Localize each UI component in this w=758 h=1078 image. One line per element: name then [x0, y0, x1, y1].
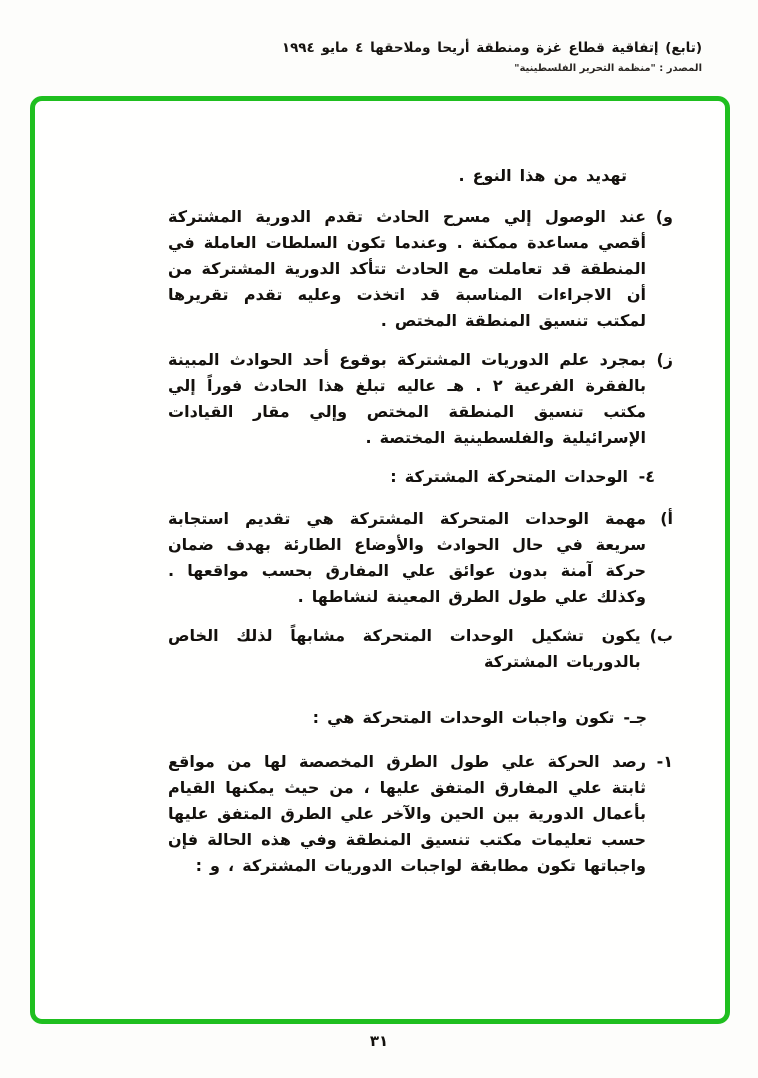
section-title: الوحدات المتحركة المشتركة :	[390, 467, 628, 486]
paragraph-item-alef	[168, 506, 673, 610]
paragraph-text: بمجرد علم الدوريات المشتركة بوقوع أحد الحوادث المبينة بالفقرة الفرعية ٢ . هـ عاليه تبلغ هذا الحادث فوراً إلي مكتب تنسيق المنطقة المختص وإلي مقار القيادات الإسرائيلية والفلسطينية المختصة .	[168, 350, 647, 447]
paragraph-text: تكون واجبات الوحدات المتحركة هي :	[312, 708, 615, 727]
paragraph-text: يكون تشكيل الوحدات المتحركة مشابهاً لذلك الخاص بالدوريات المشتركة	[168, 626, 641, 671]
paragraph-item-zay	[168, 347, 673, 451]
paragraph-text: عند الوصول إلي مسرح الحادث تقدم الدورية المشتركة أقصي مساعدة ممكنة . وعندما تكون السلطات العاملة في المنطقة قد تعاملت مع الحادث تتأكد الدورية المشتركة من أن الاجراءات المناسبة قد اتخذت وعليه تقدم تقريرها لمكتب تنسيق المنطقة المختص .	[168, 207, 646, 330]
paragraph-marker: ب)	[649, 626, 673, 645]
paragraph-item-jeem	[168, 705, 647, 731]
page-header	[142, 40, 702, 74]
paragraph-marker: جـ-	[623, 708, 647, 727]
paragraph-marker: أ)	[660, 509, 673, 528]
paragraph-continuation	[168, 163, 627, 189]
paragraph-marker: و)	[655, 207, 673, 226]
header-source: المصدر : "منظمة التحرير الفلسطينية"	[514, 63, 702, 74]
paragraph-marker: ١-	[656, 752, 673, 771]
paragraph-item-ba	[168, 623, 673, 675]
paragraph-item-waw	[168, 204, 673, 334]
page-number: ٣١	[369, 1032, 389, 1050]
header-title: (تابع) إتفاقية قطاع غزة ومنطقة أريحا وملاحقها ٤ مايو ١٩٩٤	[281, 40, 702, 56]
paragraph-item-1	[168, 749, 673, 879]
section-heading-4	[168, 464, 655, 490]
green-border-frame	[30, 96, 730, 1024]
paragraph-marker: ز)	[656, 350, 673, 369]
paragraph-text: مهمة الوحدات المتحركة المشتركة هي تقديم استجابة سريعة في حال الحوادث والأوضاع الطارئة بهدف ضمان حركة آمنة بدون عوائق علي المفارق بحسب مواقعها . وكذلك علي طول الطرق المعينة لنشاطها .	[168, 509, 646, 606]
section-number: ٤-	[638, 467, 655, 486]
paragraph-text: رصد الحركة علي طول الطرق المخصصة لها من مواقع ثابتة علي المفارق المتفق عليها ، من حيث يمكنها القيام بأعمال الدورية بين الحين والآخر علي الطرق المتفق عليها حسب تعليمات مكتب تنسيق المنطقة وفي هذه الحالة فإن واجباتها تكون مطابقة لواجبات الدوريات المشتركة ، و :	[168, 752, 646, 875]
paragraph-text: تهديد من هذا النوع .	[458, 166, 627, 185]
document-body	[168, 163, 673, 892]
